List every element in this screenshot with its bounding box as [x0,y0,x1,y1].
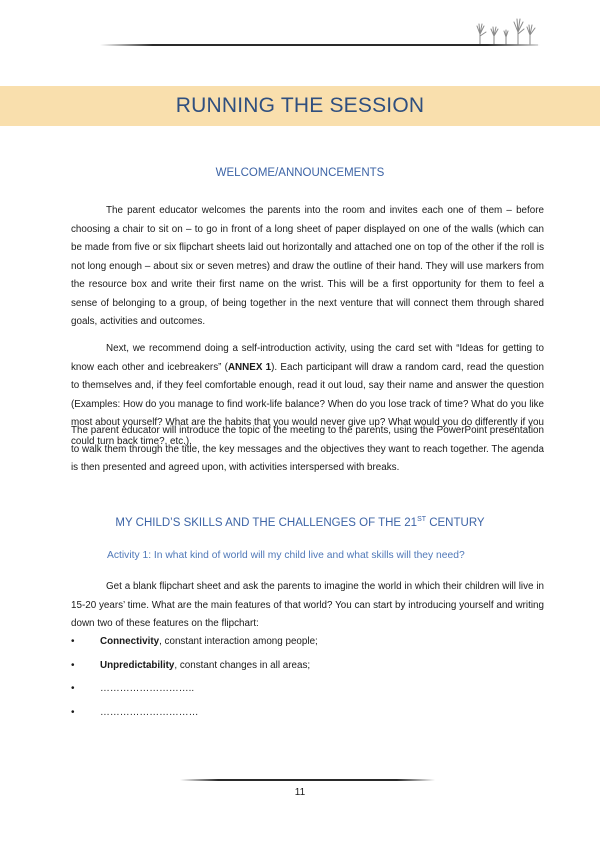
footer-rule [180,779,435,781]
activity-heading: Activity 1: In what kind of world will my child live and what skills will they need? [107,550,465,561]
paragraph-introduction-text-cont: ). Each participant will draw a random card, read the question to themselves and, if they feel comfortable enough, read it out loud, say their name and answer the question (Examples: How do you manage to find work-life balance? When do you lose track of time? What do you like most about yourself? What are the habits that you would never give up? What would you do differently if you could turn back time?, etc.). [71,361,544,447]
page-title: RUNNING THE SESSION [175,94,425,117]
bullet-icon: • [71,636,75,647]
section-heading-skills-end: CENTURY [426,516,485,529]
section-heading-skills [0,516,600,529]
list-item-bold: Connectivity [100,636,160,647]
list-item-text: , constant interaction among people; [159,636,318,647]
bullet-icon: • [71,683,75,694]
annex-reference: ANNEX 1 [227,361,272,373]
feature-list [71,633,544,727]
page-number: 11 [294,787,306,798]
superscript-st: ST [417,516,427,523]
list-item [71,633,544,657]
paragraph-topic: The parent educator will introduce the topic of the meeting to the parents, using the PowerPoint presentation to walk them through the title, the key messages and the objectives they want to reach together. The agenda is then presented and agreed upon, with activities interspersed with breaks. [71,425,544,473]
paragraph-activity [71,578,544,634]
paragraph-welcome-text: The parent educator welcomes the parents into the room and invites each one of them – before choosing a chair to sit on – to go in front of a long sheet of paper displayed on one of the walls (which can be made from five or six flipchart sheets laid out horizontally and attached one on top of the other if the roll is not long enough – about six or seven metres) and draw the outline of their hand. They will use markers from the resource box and write their first name on the wrist. This will be a first opportunity for them to feel a sense of belonging to a group, of being together in the next venture that will connect them through shared goals, activities and outcomes. [71,205,544,327]
bullet-icon: • [71,706,75,718]
list-item [71,657,544,681]
section-heading-skills-text: MY CHILD’S SKILLS AND THE CHALLENGES OF THE 21 [115,516,418,529]
paragraph-activity-text: Get a blank flipchart sheet and ask the parents to imagine the world in which their children will live in 15-20 years’ time. What are the main features of that world? You can start by introducing yourself and writing down two of these features on the flipchart: [71,581,544,629]
title-band [0,86,600,126]
list-item [71,704,544,728]
paragraph-introduction-text: Next, we recommend doing a self-introduction activity, using the card set with “Ideas for getting to know each other and icebreakers” ( [71,343,544,373]
section-heading-welcome: WELCOME/ANNOUNCEMENTS [215,167,385,179]
list-item [71,680,544,704]
list-item-text: ………………………… [100,706,199,718]
list-item-bold: Unpredictability [100,659,175,671]
paragraph-welcome [71,202,544,332]
header-rule [100,44,540,46]
list-item-text: , constant changes in all areas; [174,659,311,671]
bullet-icon: • [71,659,75,671]
list-item-text: ……………………….. [100,683,195,694]
